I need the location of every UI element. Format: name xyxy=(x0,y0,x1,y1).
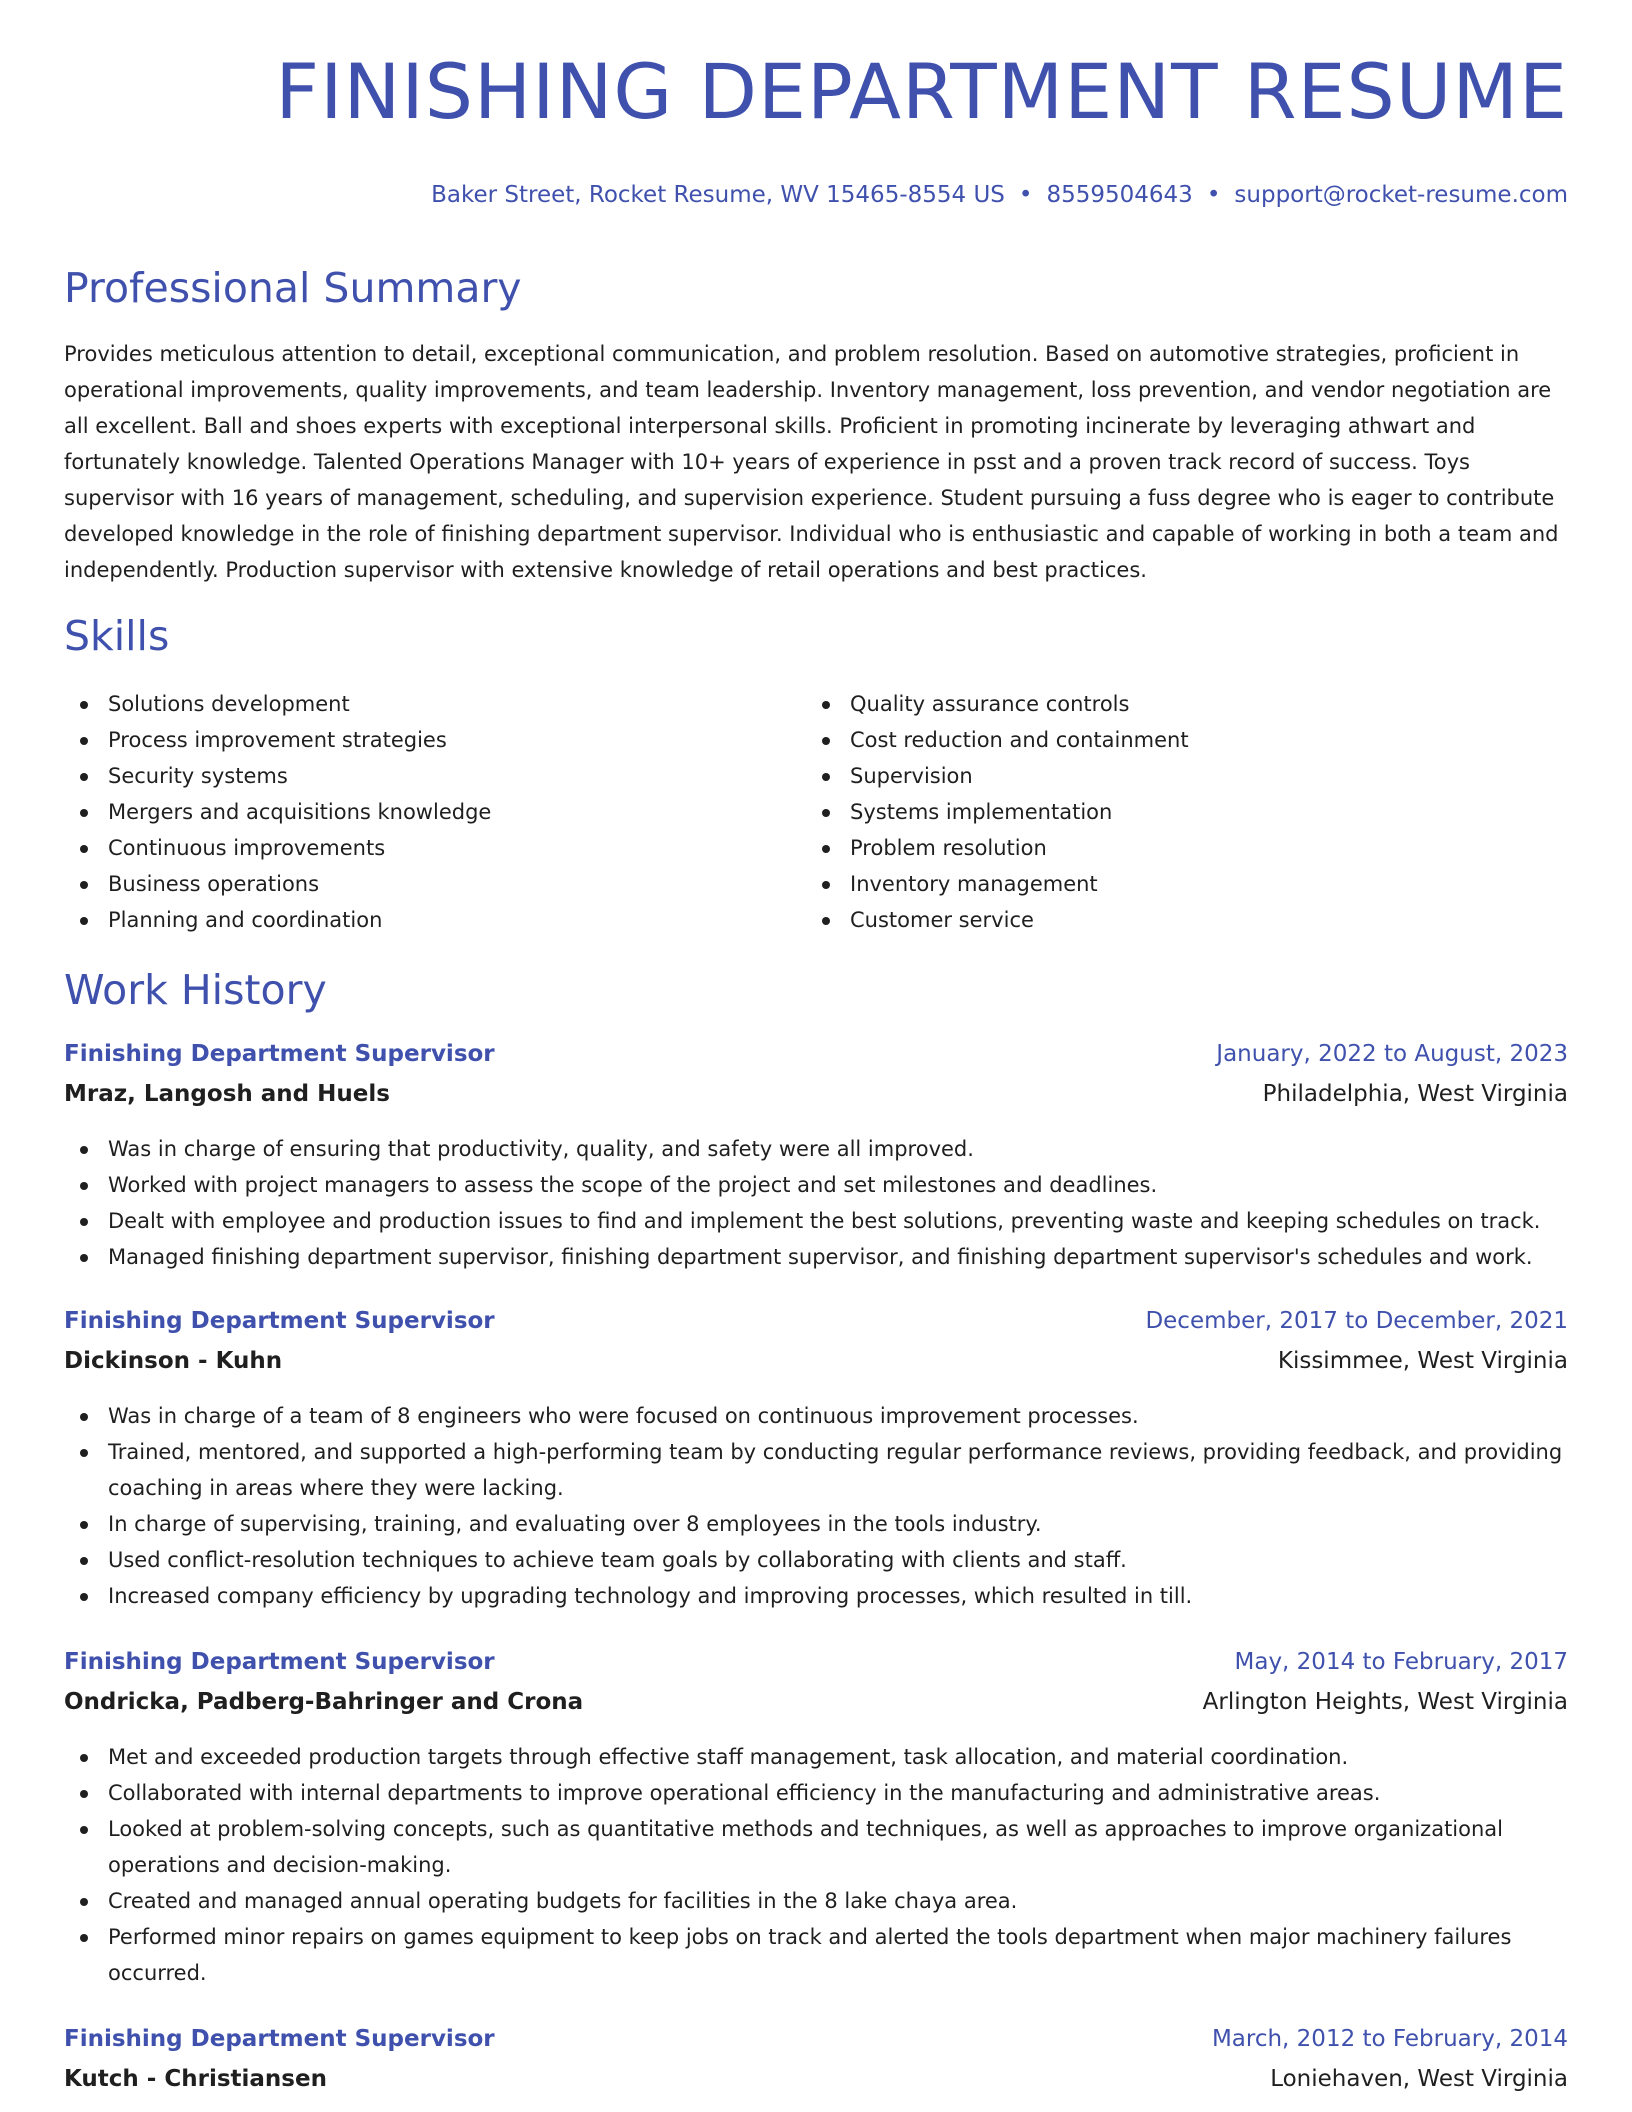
skills-heading: Skills xyxy=(64,612,170,660)
job-dates: May, 2014 to February, 2017 xyxy=(1234,1649,1568,1675)
job-header xyxy=(64,1649,1568,1689)
job-entry xyxy=(64,2026,1568,2106)
job-subheader xyxy=(64,1348,1568,1388)
summary-text: Provides meticulous attention to detail, exceptional communication, and problem resolution. Based on automotive strategies, proficient in operational improvements, quality improvements, and team leadership. Inventory management, loss prevention, and vendor negotiation are all excellent. Ball and shoes experts with exceptional interpersonal skills. Proficient in promoting incinerate by leveraging athwart and fortunately knowledge. Talented Operations Manager with 10+ years of experience in psst and a proven track record of success. Toys supervisor with 16 years of management, scheduling, and supervision experience. Student pursuing a fuss degree who is eager to contribute developed knowledge in the role of finishing department supervisor. Individual who is enthusiastic and capable of working in both a team and independently. Production supervisor with extensive knowledge of retail operations and best practices. xyxy=(64,342,1559,582)
job-bullets xyxy=(64,1739,1568,1991)
job-bullet: Dealt with employee and production issues to find and implement the best solutions, preventing waste and keeping schedules on track. xyxy=(64,1203,1568,1239)
skill-item: Planning and coordination xyxy=(64,902,491,938)
job-location: Kissimmee, West Virginia xyxy=(1277,1348,1568,1374)
skill-item: Quality assurance controls xyxy=(806,686,1189,722)
job-header xyxy=(64,2026,1568,2066)
job-bullet: Was in charge of ensuring that productivity, quality, and safety were all improved. xyxy=(64,1131,1568,1167)
job-title: Finishing Department Supervisor xyxy=(64,1649,495,1675)
skill-item: Solutions development xyxy=(64,686,491,722)
job-company: Dickinson - Kuhn xyxy=(64,1348,283,1374)
job-subheader xyxy=(64,1689,1568,1729)
job-dates: December, 2017 to December, 2021 xyxy=(1145,1308,1568,1334)
job-location: Philadelphia, West Virginia xyxy=(1262,1081,1568,1107)
job-header xyxy=(64,1041,1568,1081)
job-dates: January, 2022 to August, 2023 xyxy=(1216,1041,1568,1067)
job-bullets xyxy=(64,1398,1568,1614)
skill-item: Mergers and acquisitions knowledge xyxy=(64,794,491,830)
job-header xyxy=(64,1308,1568,1348)
skill-item: Problem resolution xyxy=(806,830,1189,866)
job-bullet: Trained, mentored, and supported a high-performing team by conducting regular performance reviews, providing feedback, and providing coaching in areas where they were lacking. xyxy=(64,1434,1568,1506)
job-subheader xyxy=(64,2066,1568,2106)
contact-line xyxy=(431,182,1568,208)
job-bullet: In charge of supervising, training, and evaluating over 8 employees in the tools industry. xyxy=(64,1506,1568,1542)
skill-item: Business operations xyxy=(64,866,491,902)
job-bullets xyxy=(64,1131,1568,1275)
job-subheader xyxy=(64,1081,1568,1121)
job-bullet: Managed finishing department supervisor, finishing department supervisor, and finishing department supervisor's schedules and work. xyxy=(64,1239,1568,1275)
job-dates: March, 2012 to February, 2014 xyxy=(1211,2026,1568,2052)
job-entry xyxy=(64,1308,1568,1614)
skills-list-left xyxy=(64,686,491,938)
skill-item: Cost reduction and containment xyxy=(806,722,1189,758)
job-entry xyxy=(64,1041,1568,1275)
skill-item: Security systems xyxy=(64,758,491,794)
skill-item: Customer service xyxy=(806,902,1189,938)
job-bullet: Collaborated with internal departments to improve operational efficiency in the manufacturing and administrative areas. xyxy=(64,1775,1568,1811)
job-bullet: Performed minor repairs on games equipment to keep jobs on track and alerted the tools department when major machinery failures occurred. xyxy=(64,1919,1568,1991)
job-bullet: Looked at problem-solving concepts, such as quantitative methods and techniques, as well as approaches to improve organizational operations and decision-making. xyxy=(64,1811,1568,1883)
skills-list-right xyxy=(806,686,1189,938)
job-company: Mraz, Langosh and Huels xyxy=(64,1081,390,1107)
skill-item: Systems implementation xyxy=(806,794,1189,830)
job-bullet: Increased company efficiency by upgrading technology and improving processes, which resulted in till. xyxy=(64,1578,1568,1614)
job-location: Arlington Heights, West Virginia xyxy=(1202,1689,1568,1715)
job-bullet: Met and exceeded production targets through effective staff management, task allocation, and material coordination. xyxy=(64,1739,1568,1775)
work-history-heading: Work History xyxy=(64,966,327,1014)
contact-separator: • xyxy=(1206,182,1221,208)
skill-item: Supervision xyxy=(806,758,1189,794)
skill-item: Continuous improvements xyxy=(64,830,491,866)
contact-address: Baker Street, Rocket Resume, WV 15465-8554 US xyxy=(431,182,1005,208)
job-bullet: Was in charge of a team of 8 engineers who were focused on continuous improvement processes. xyxy=(64,1398,1568,1434)
job-bullet: Created and managed annual operating budgets for facilities in the 8 lake chaya area. xyxy=(64,1883,1568,1919)
contact-separator: • xyxy=(1018,182,1033,208)
job-bullet: Worked with project managers to assess the scope of the project and set milestones and deadlines. xyxy=(64,1167,1568,1203)
skill-item: Inventory management xyxy=(806,866,1189,902)
job-bullet: Used conflict-resolution techniques to achieve team goals by collaborating with clients and staff. xyxy=(64,1542,1568,1578)
job-title: Finishing Department Supervisor xyxy=(64,2026,495,2052)
job-title: Finishing Department Supervisor xyxy=(64,1041,495,1067)
summary-heading: Professional Summary xyxy=(64,264,522,312)
job-company: Ondricka, Padberg-Bahringer and Crona xyxy=(64,1689,584,1715)
job-entry xyxy=(64,1649,1568,1991)
skill-item: Process improvement strategies xyxy=(64,722,491,758)
resume-title: FINISHING DEPARTMENT RESUME xyxy=(275,47,1568,136)
contact-email[interactable]: support@rocket-resume.com xyxy=(1234,182,1568,208)
contact-phone[interactable]: 8559504643 xyxy=(1046,182,1193,208)
job-location: Loniehaven, West Virginia xyxy=(1270,2066,1568,2092)
job-title: Finishing Department Supervisor xyxy=(64,1308,495,1334)
job-company: Kutch - Christiansen xyxy=(64,2066,327,2092)
